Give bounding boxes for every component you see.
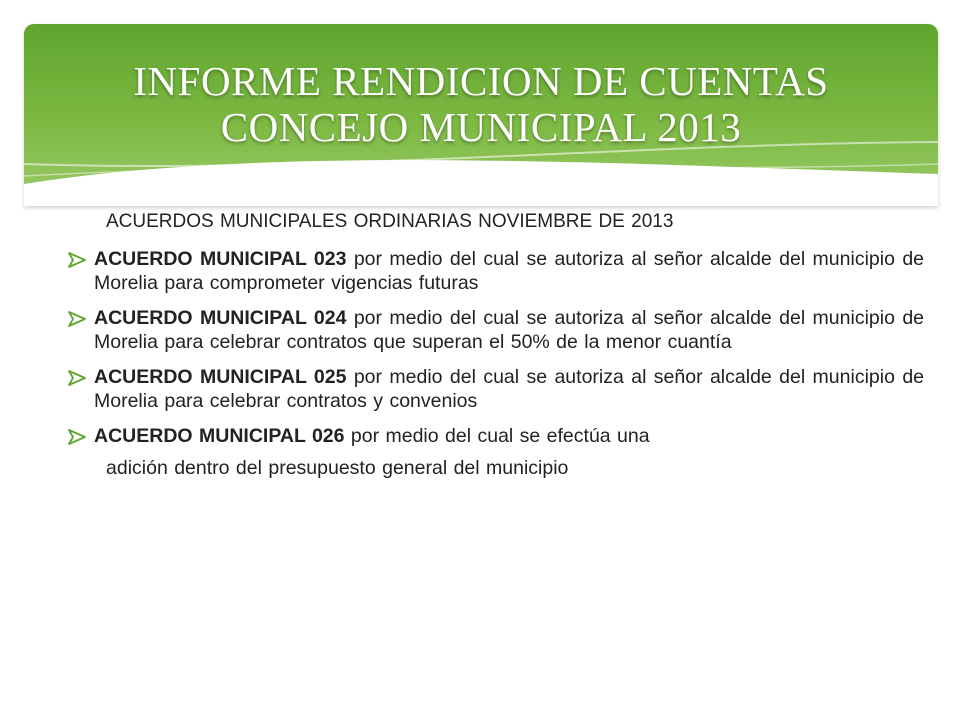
arrow-bullet-icon [68, 252, 86, 268]
acuerdo-text [94, 365, 924, 413]
acuerdo-description: por medio del cual se autoriza al señor alcalde del municipio de Morelia para celebrar contratos que superan el 50% de la menor cuantía [94, 307, 925, 353]
page-title [24, 58, 938, 150]
arrow-bullet-icon [68, 311, 86, 327]
arrow-bullet-icon [68, 429, 86, 445]
acuerdo-label: ACUERDO MUNICIPAL 024 [94, 307, 347, 329]
acuerdo-label: ACUERDO MUNICIPAL 025 [94, 366, 347, 388]
list-item [68, 306, 924, 354]
list-item [68, 247, 924, 295]
acuerdo-description: por medio del cual se autoriza al señor alcalde del municipio de Morelia para comprometer vigencias futuras [94, 248, 925, 294]
list-item [68, 424, 924, 480]
title-line-1: INFORME RENDICION DE CUENTAS [133, 58, 829, 104]
list-item [68, 365, 924, 413]
acuerdo-label: ACUERDO MUNICIPAL 023 [94, 248, 347, 270]
acuerdo-text [94, 247, 924, 295]
acuerdo-text [94, 306, 924, 354]
acuerdo-text [94, 424, 924, 448]
acuerdo-description: por medio del cual se autoriza al señor alcalde del municipio de Morelia para celebrar contratos y convenios [94, 366, 925, 412]
acuerdo-label: ACUERDO MUNICIPAL 026 [94, 425, 345, 447]
arrow-bullet-icon [68, 370, 86, 386]
acuerdos-list [68, 247, 924, 491]
acuerdo-description: por medio del cual se efectúa una [344, 425, 650, 447]
acuerdo-continuation: adición dentro del presupuesto general del municipio [106, 457, 569, 479]
title-line-2: CONCEJO MUNICIPAL 2013 [220, 104, 742, 150]
section-subtitle: ACUERDOS MUNICIPALES ORDINARIAS NOVIEMBRE DE 2013 [106, 211, 674, 232]
